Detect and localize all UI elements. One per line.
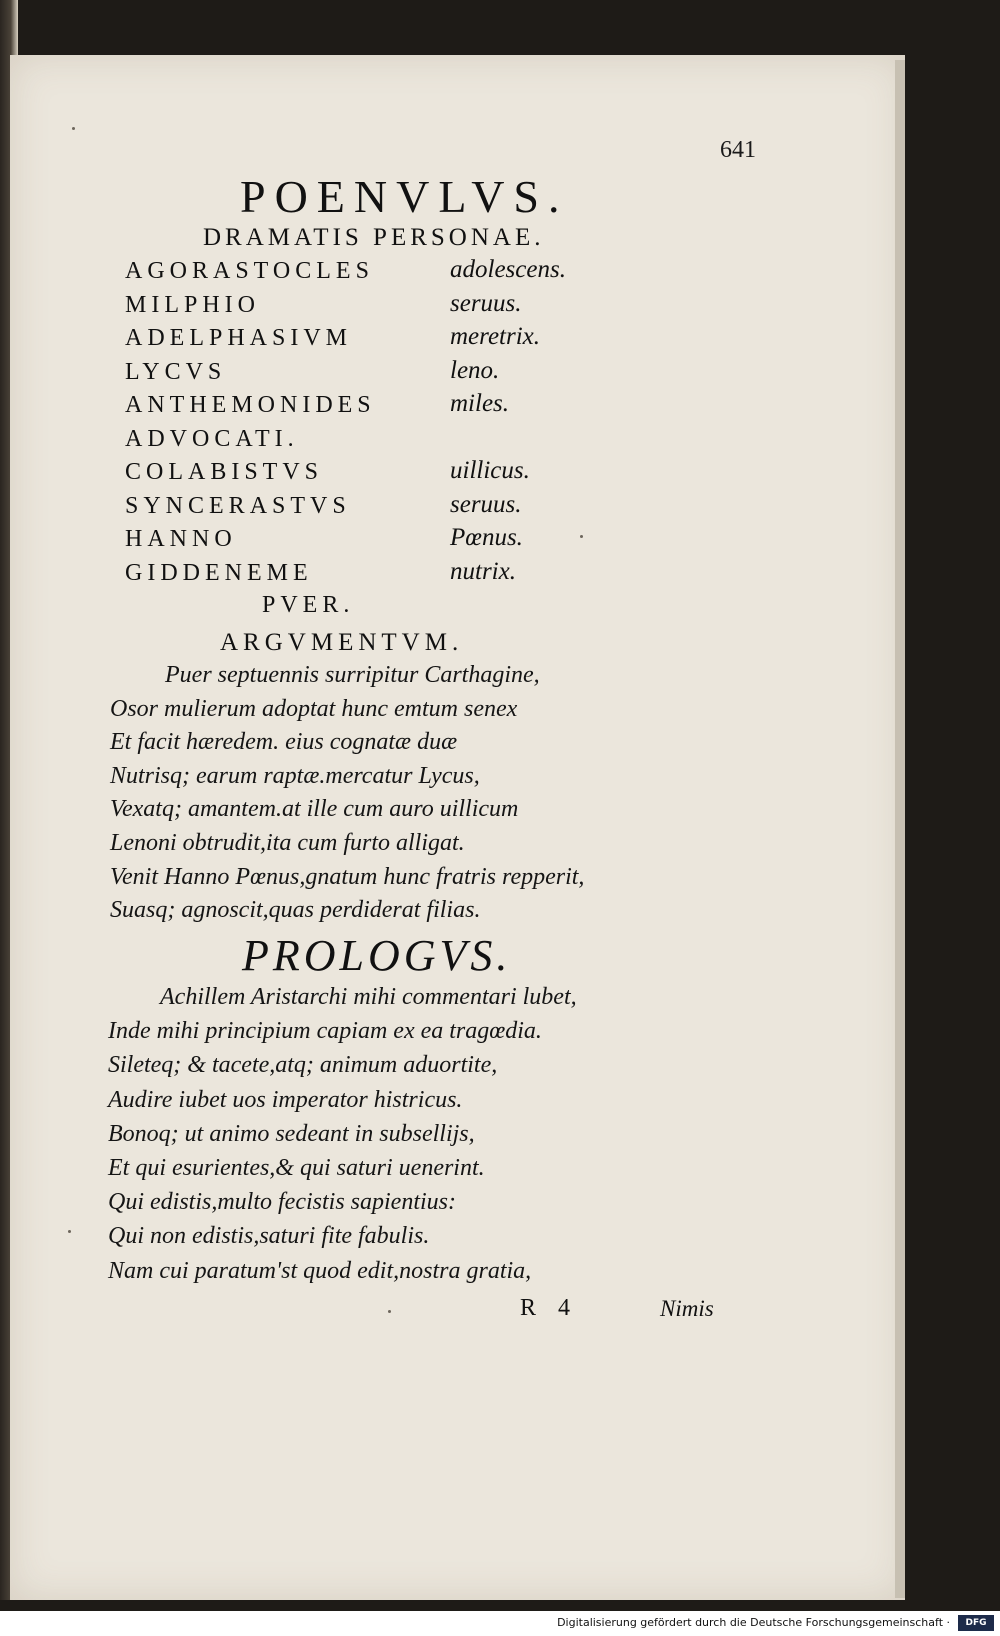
character-name: HANNO	[125, 526, 237, 552]
argumentum-heading: ARGVMENTVM.	[220, 629, 464, 656]
cast-list	[125, 256, 685, 591]
cast-entry	[125, 558, 685, 592]
character-name: SYNCERASTVS	[125, 492, 351, 519]
verse-line: Qui non edistis,saturi fite fabulis.	[108, 1223, 430, 1250]
dfg-logo-icon: DFG	[958, 1615, 994, 1631]
cast-entry	[125, 323, 685, 357]
cast-entry	[125, 457, 685, 491]
verse-line: Sileteq; & tacete,atq; animum aduortite,	[108, 1052, 498, 1079]
verse-line: Vexatq; amantem.at ille cum auro uillicum	[110, 796, 519, 823]
footer-credit: Digitalisierung gefördert durch die Deutsche Forschungsgemeinschaft ·	[557, 1616, 950, 1629]
character-role: leno.	[450, 356, 500, 384]
verse-line: Suasq; agnoscit,quas perdiderat filias.	[110, 897, 481, 924]
cast-entry	[125, 491, 685, 525]
character-role: seruus.	[450, 490, 522, 518]
prologue-verses	[108, 984, 577, 1292]
character-role: nutrix.	[450, 557, 516, 585]
cast-entry	[125, 524, 685, 558]
character-name: COLABISTVS	[125, 459, 324, 485]
paper-speck	[68, 1230, 71, 1233]
character-name: ADVOCATI.	[125, 425, 299, 452]
verse-line: Lenoni obtrudit,ita cum furto alligat.	[110, 829, 465, 856]
signature-mark	[520, 1295, 570, 1322]
verse-line: Osor mulierum adoptat hunc emtum senex	[110, 695, 518, 722]
play-title: POENVLVS.	[240, 171, 569, 222]
argument-verses	[110, 662, 584, 931]
character-name: ANTHEMONIDES	[125, 392, 376, 418]
verse-line: Et qui esurientes,& qui saturi uenerint.	[108, 1154, 485, 1181]
character-name: ADELPHASIVM	[125, 325, 353, 351]
signature-letter: R	[520, 1295, 537, 1321]
paper-speck	[72, 127, 75, 130]
catchword: Nimis	[660, 1296, 714, 1321]
cast-entry	[125, 424, 685, 458]
page-edge	[895, 60, 905, 1598]
character-role: adolescens.	[450, 256, 566, 283]
character-role: miles.	[450, 390, 510, 417]
verse-line: Puer septuennis surripitur Carthagine,	[165, 662, 540, 688]
verse-line: Inde mihi principium capiam ex ea tragœdia.	[108, 1018, 542, 1045]
verse-line: Audire iubet uos imperator histricus.	[108, 1086, 463, 1113]
character-name: LYCVS	[125, 358, 227, 385]
verse-line: Achillem Aristarchi mihi commentari lubet,	[160, 984, 577, 1010]
cast-entry	[125, 256, 685, 290]
cast-entry	[125, 290, 685, 324]
character-name-puer: PVER.	[262, 592, 355, 618]
character-name: MILPHIO	[125, 291, 260, 318]
cast-entry	[125, 357, 685, 391]
signature-number: 4	[558, 1295, 571, 1321]
character-name: GIDDENEME	[125, 559, 313, 586]
verse-line: Bonoq; ut animo sedeant in subsellijs,	[108, 1120, 475, 1147]
verse-line: Venit Hanno Pœnus,gnatum hunc fratris repperit,	[110, 863, 585, 890]
verse-line: Nutrisq; earum raptæ.mercatur Lycus,	[110, 762, 480, 789]
verse-line: Et facit hæredem. eius cognatæ duæ	[110, 729, 458, 756]
dramatis-personae-heading: DRAMATIS PERSONAE.	[203, 224, 545, 251]
cast-entry	[125, 390, 685, 424]
verse-line: Qui edistis,multo fecistis sapientius:	[108, 1189, 456, 1216]
character-role: Pœnus.	[450, 524, 523, 551]
character-name: AGORASTOCLES	[125, 258, 374, 284]
character-role: meretrix.	[450, 323, 541, 350]
paper-speck	[388, 1310, 391, 1313]
prologus-heading: PROLOGVS.	[242, 931, 512, 980]
character-role: uillicus.	[450, 457, 530, 484]
character-role: seruus.	[450, 289, 522, 317]
verse-line: Nam cui paratum'st quod edit,nostra gratia,	[108, 1257, 532, 1284]
digitization-footer	[0, 1611, 1000, 1636]
page-number: 641	[720, 137, 756, 163]
